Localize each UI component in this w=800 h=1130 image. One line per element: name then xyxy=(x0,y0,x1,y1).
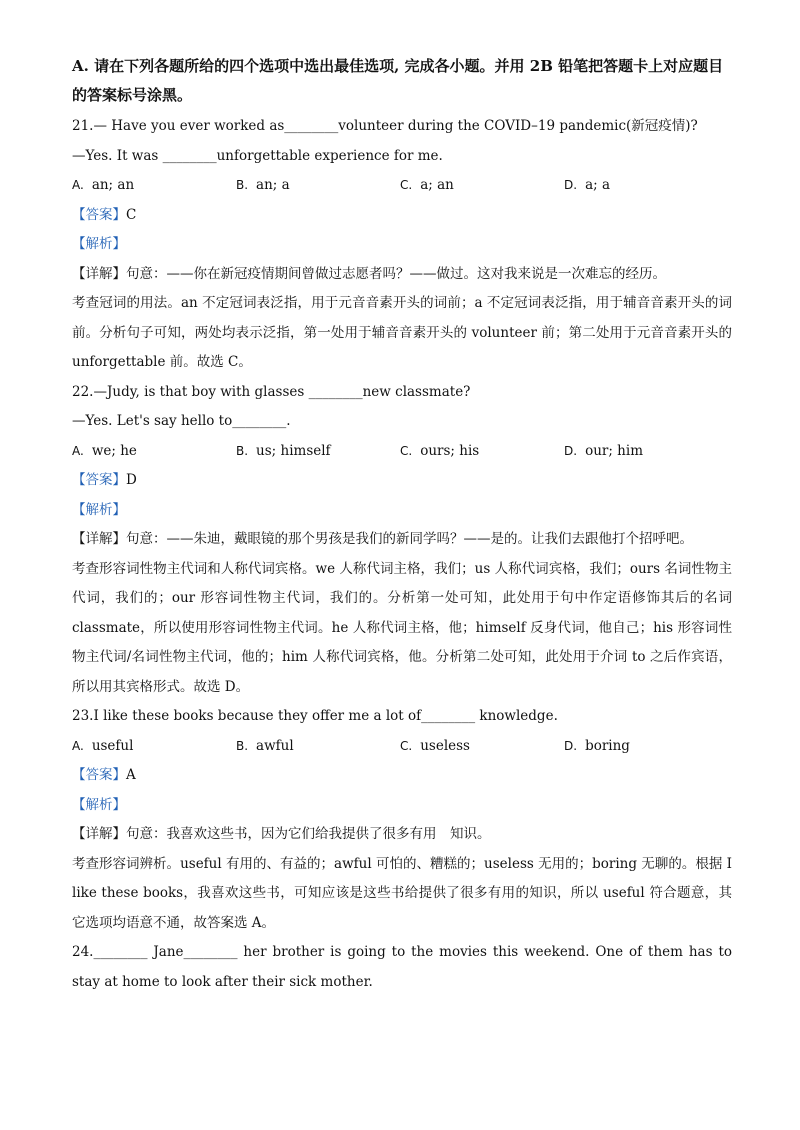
options-row xyxy=(72,732,732,762)
answer-value: D xyxy=(126,472,137,488)
question-stem: 21.— Have you ever worked as________volunteer during the COVID–19 pandemic(新冠疫情)? xyxy=(72,118,698,134)
option-d: D. our; him xyxy=(564,442,643,459)
question-24-stem: 24.________ Jane________ her brother is going to the movies this weekend. One of them has to stay at home to look after their sick mother. xyxy=(72,944,732,990)
option-b: B. an; a xyxy=(236,177,290,193)
analysis-label: 【解析】 xyxy=(72,236,126,252)
option-b: B. awful xyxy=(236,737,294,754)
question-stem: —Yes. It was ________unforgettable experience for me. xyxy=(72,147,443,164)
options-row xyxy=(72,171,732,201)
option-c: C. ours; his xyxy=(400,442,480,459)
detail-translation: 【详解】句意：我喜欢这些书，因为它们给我提供了很多有用 知识。 xyxy=(72,826,491,842)
detail-explanation: 考查形容词性物主代词和人称代词宾格。we 人称代词主格，我们；us 人称代词宾格，我们；ours 名词性物主代词，我们的；our 形容词性物主代词，我们的。分析第一处可知，此处用于句中作定语修饰其后的名词 classmate，所以使用形容词性物主代词。he 人称代词主格，他；himself 反身代词，他自己；his 形容词性物主代词/名词性物主代词，他的；him 人称代词宾格，他。分析第二处可知，此处用于介词 to 之后作宾语，所以用其宾格形式。故选 D。 xyxy=(72,560,732,695)
detail-translation: 【详解】句意：——你在新冠疫情期间曾做过志愿者吗？——做过。这对我来说是一次难忘的经历。 xyxy=(72,265,666,282)
answer-line xyxy=(72,761,732,791)
document-page xyxy=(72,52,732,997)
answer-value: C xyxy=(126,206,137,223)
detail-translation: 【详解】句意：——朱迪，戴眼镜的那个男孩是我们的新同学吗？——是的。让我们去跟他打个招呼吧。 xyxy=(72,531,693,547)
option-d: D. a; a xyxy=(564,177,610,193)
answer-label: 【答案】 xyxy=(72,767,126,783)
answer-line xyxy=(72,466,732,496)
analysis-label: 【解析】 xyxy=(72,501,126,518)
answer-label: 【答案】 xyxy=(72,472,126,488)
question-22 xyxy=(72,378,732,703)
question-stem: —Yes. Let's say hello to________. xyxy=(72,413,291,429)
options-row xyxy=(72,437,732,467)
detail-explanation: 考查冠词的用法。an 不定冠词表泛指，用于元音音素开头的词前；a 不定冠词表泛指，用于辅音音素开头的词前。分析句子可知，两处均表示泛指，第一处用于辅音音素开头的 volunteer 前；第二处用于元音音素开头的 unforgettable 前。故选 C。 xyxy=(72,295,732,370)
question-stem: 22.—Judy, is that boy with glasses ________new classmate? xyxy=(72,383,471,400)
answer-value: A xyxy=(126,767,136,783)
option-b: B. us; himself xyxy=(236,442,331,459)
option-a: A. an; an xyxy=(72,177,135,193)
question-21 xyxy=(72,112,732,378)
option-a: A. useful xyxy=(72,737,134,754)
section-heading: A. 请在下列各题所给的四个选项中选出最佳选项, 完成各小题。并用 2B 铅笔把答题卡上对应题目的答案标号涂黑。 xyxy=(72,57,724,104)
analysis-label: 【解析】 xyxy=(72,796,126,813)
option-c: C. useless xyxy=(400,737,470,754)
option-a: A. we; he xyxy=(72,442,137,459)
question-stem: 23.I like these books because they offer me a lot of________ knowledge. xyxy=(72,708,558,724)
question-23 xyxy=(72,702,732,938)
option-d: D. boring xyxy=(564,737,630,754)
answer-label: 【答案】 xyxy=(72,206,126,223)
answer-line xyxy=(72,201,732,231)
option-c: C. a; an xyxy=(400,177,454,193)
detail-explanation: 考查形容词辨析。useful 有用的、有益的；awful 可怕的、糟糕的；useless 无用的；boring 无聊的。根据 I like these books，我喜欢这些书，可知应该是这些书给提供了很多有用的知识，所以 useful 符合题意，其它选项均语意不通，故答案选 A。 xyxy=(72,855,732,931)
